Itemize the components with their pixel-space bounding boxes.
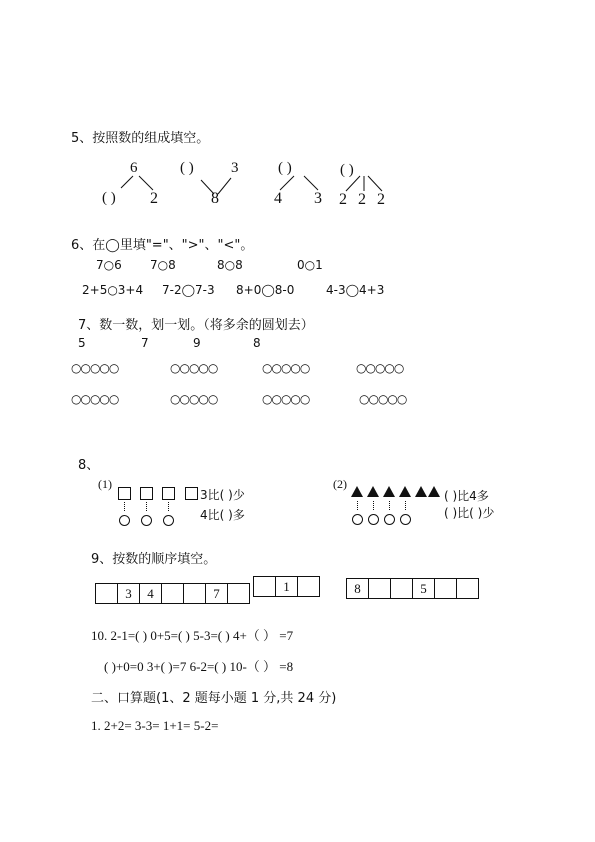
- q7-num-2: 7: [141, 336, 149, 350]
- q5-g1-right: 2: [150, 190, 158, 207]
- q8-p2-line2: ( )比( )少: [444, 506, 495, 520]
- q7-r2-a: ○○○○○: [71, 392, 119, 406]
- q7-r2-d: ○○○○○: [359, 392, 407, 406]
- q8-p2-line1: ( )比4多: [444, 489, 489, 503]
- square-shape: [185, 487, 198, 500]
- seq-cell[interactable]: [298, 577, 319, 596]
- connector-dots: [357, 501, 359, 510]
- q7-r1-d: ○○○○○: [356, 361, 404, 375]
- connector-dots: [389, 501, 391, 510]
- q9-sequence-row-3: [346, 578, 479, 599]
- q6-r2-b: 7-2◯7-3: [162, 283, 215, 297]
- q8-p2-label: (2): [333, 477, 347, 491]
- circle-shape: [119, 515, 130, 526]
- square-shape: [118, 487, 131, 500]
- q5-g1-left: ( ): [102, 190, 116, 206]
- q7-r2-c: ○○○○○: [262, 392, 310, 406]
- triangle-shape: [399, 486, 411, 497]
- connector-dots: [373, 501, 375, 510]
- q6-r1-b: 7○8: [150, 258, 176, 272]
- q7-r2-b: ○○○○○: [170, 392, 218, 406]
- seq-cell[interactable]: [228, 584, 249, 603]
- circle-shape: [384, 514, 395, 525]
- triangle-shape: [383, 486, 395, 497]
- q7-num-1: 5: [78, 336, 86, 350]
- seq-cell[interactable]: [457, 579, 478, 598]
- q6-r2-d: 4-3◯4+3: [326, 283, 385, 297]
- seq-cell[interactable]: 8: [347, 579, 369, 598]
- seq-cell[interactable]: [435, 579, 457, 598]
- seq-cell[interactable]: [391, 579, 413, 598]
- connector-dots: [405, 501, 407, 510]
- seq-cell[interactable]: [254, 577, 276, 596]
- square-shape: [140, 487, 153, 500]
- seq-cell[interactable]: [184, 584, 206, 603]
- q7-r1-b: ○○○○○: [170, 361, 218, 375]
- circle-shape: [352, 514, 363, 525]
- q9-title: 9、按数的顺序填空。: [91, 552, 217, 567]
- seq-cell[interactable]: 3: [118, 584, 140, 603]
- q5-g4-left: 2: [339, 191, 347, 208]
- q8-title: 8、: [78, 458, 100, 473]
- section-2-title: 二、口算题(1、2 题每小题 1 分,共 24 分): [91, 691, 337, 706]
- q5-g4-top: ( ): [340, 162, 354, 178]
- q6-r1-c: 8○8: [217, 258, 243, 272]
- q7-title: 7、数一数，划一划。（将多余的圆划去）: [78, 318, 314, 333]
- circle-shape: [368, 514, 379, 525]
- q9-sequence-row-1: [95, 583, 250, 604]
- triangle-shape: [415, 486, 427, 497]
- q7-r1-c: ○○○○○: [262, 361, 310, 375]
- seq-cell[interactable]: 4: [140, 584, 162, 603]
- q5-g3-right: 3: [314, 190, 322, 207]
- connector-dots: [124, 502, 126, 511]
- connector-dots: [168, 502, 170, 511]
- section-2-line-1: 1. 2+2= 3-3= 1+1= 5-2=: [91, 718, 219, 733]
- q8-p1-line1: 3比( )少: [200, 488, 245, 502]
- triangle-shape: [351, 486, 363, 497]
- seq-cell[interactable]: 7: [206, 584, 228, 603]
- q7-r1-a: ○○○○○: [71, 361, 119, 375]
- q5-title: 5、按照数的组成填空。: [71, 131, 210, 146]
- q6-r1-a: 7○6: [96, 258, 122, 272]
- q10-line-1: 10. 2-1=( ) 0+5=( ) 5-3=( ) 4+（ ） =7: [91, 628, 294, 643]
- q7-num-3: 9: [193, 336, 201, 350]
- triangle-shape: [428, 486, 440, 497]
- circle-shape: [163, 515, 174, 526]
- q5-g3-left: 4: [274, 190, 282, 207]
- q5-g4-mid: 2: [358, 191, 366, 208]
- q6-r1-d: 0○1: [297, 258, 323, 272]
- seq-cell[interactable]: 5: [413, 579, 435, 598]
- seq-cell[interactable]: [369, 579, 391, 598]
- q5-g2-top-right: 3: [231, 160, 239, 176]
- q10-line-2: ( )+0=0 3+( )=7 6-2=( ) 10-（ ） =8: [104, 659, 294, 674]
- circle-shape: [141, 515, 152, 526]
- q5-g3-top: ( ): [278, 160, 292, 176]
- q6-r2-c: 8+0◯8-0: [236, 283, 295, 297]
- triangle-shape: [367, 486, 379, 497]
- seq-cell[interactable]: [96, 584, 118, 603]
- q6-title: 6、在◯里填"="、">"、"<"。: [71, 238, 254, 253]
- square-shape: [162, 487, 175, 500]
- circle-shape: [400, 514, 411, 525]
- q7-num-4: 8: [253, 336, 261, 350]
- q8-p1-line2: 4比( )多: [200, 508, 245, 522]
- seq-cell[interactable]: [162, 584, 184, 603]
- connector-dots: [146, 502, 148, 511]
- q9-sequence-row-2: [253, 576, 320, 597]
- q6-r2-a: 2+5○3+4: [82, 283, 144, 297]
- seq-cell[interactable]: 1: [276, 577, 298, 596]
- q8-p1-label: (1): [98, 477, 112, 491]
- q5-g2-top-left: ( ): [180, 160, 194, 176]
- q5-g4-right: 2: [377, 191, 385, 208]
- q5-g1-top: 6: [130, 160, 138, 176]
- q5-g2-bottom: 8: [211, 190, 219, 207]
